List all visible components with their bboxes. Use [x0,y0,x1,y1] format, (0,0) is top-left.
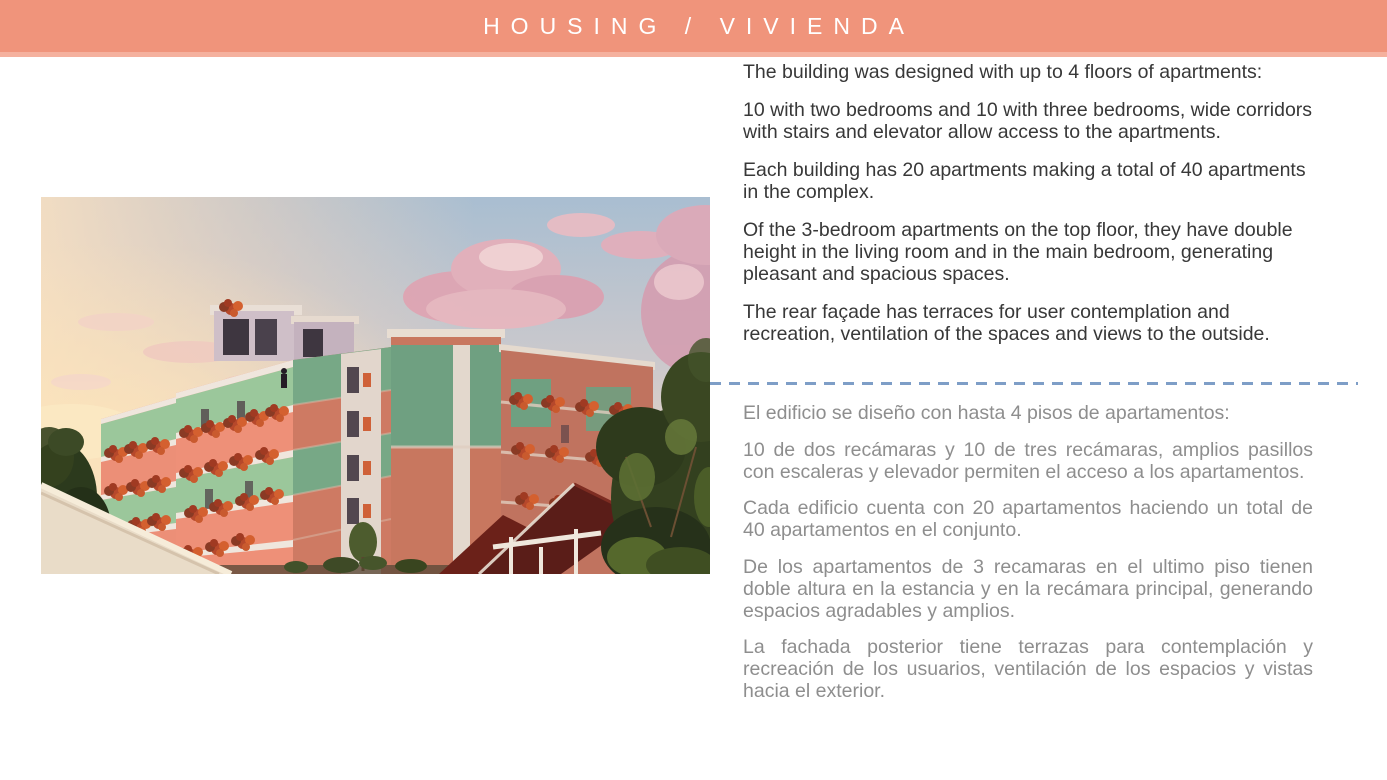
building-rendering [41,197,710,574]
slide-header [0,0,1387,52]
english-text-column [743,62,1318,362]
english-paragraph-1: The building was designed with up to 4 floors of apartments: [743,61,1263,83]
english-paragraph-2: 10 with two bedrooms and 10 with three bedrooms, wide corridors with stairs and elevator allow access to the apartments. [743,99,1313,144]
header-accent-strip [0,52,1387,57]
english-paragraph-3: Each building has 20 apartments making a total of 40 apartments in the complex. [743,159,1306,204]
spanish-paragraph-1: El edificio se diseño con hasta 4 pisos de apartamentos: [743,402,1230,424]
english-paragraph-4: Of the 3-bedroom apartments on the top floor, they have double height in the living room and in the main bedroom, generating pleasant and spacious spaces. [743,219,1293,286]
spanish-paragraph-5: La fachada posterior tiene terrazas para contemplación y recreación de los usuarios, ventilación de los espacios y vistas hacia el exterior. [743,636,1313,702]
spanish-paragraph-3: Cada edificio cuenta con 20 apartamentos haciendo un total de 40 apartamentos en el conjunto. [743,497,1313,542]
english-paragraph-5: The rear façade has terraces for user contemplation and recreation, ventilation of the spaces and views to the outside. [743,301,1270,346]
spanish-paragraph-2: 10 de dos recámaras y 10 de tres recámaras, amplios pasillos con escaleras y elevador permiten el acceso a los apartamentos. [743,438,1313,483]
dashed-divider [710,382,1358,385]
spanish-paragraph-4: De los apartamentos de 3 recamaras en el ultimo piso tienen doble altura en la estancia y en la recámara principal, generando espacios agradables y amplios. [743,555,1313,622]
spanish-text-column [743,403,1313,718]
building-rendering-illustration [41,197,710,574]
page-title: HOUSING / VIVIENDA [483,12,915,39]
